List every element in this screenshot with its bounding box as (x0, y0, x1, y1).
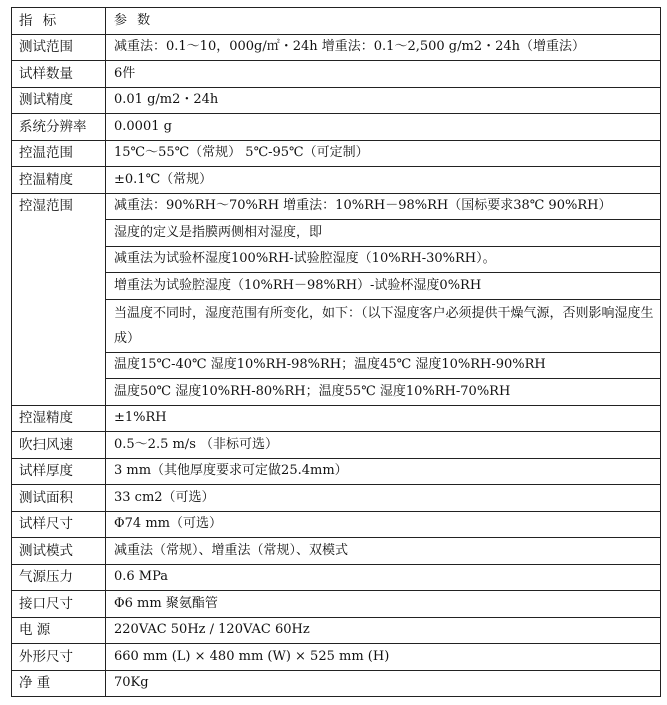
row-value: 0.6 MPa (106, 564, 661, 591)
table-row (12, 670, 661, 697)
row-name: 控湿精度 (12, 405, 106, 432)
table-row (12, 379, 661, 406)
table-row (12, 432, 661, 459)
table-row (12, 34, 661, 61)
table-row (12, 220, 661, 247)
row-name: 控温精度 (12, 167, 106, 194)
table-row (12, 167, 661, 194)
row-name: 净 重 (12, 670, 106, 697)
table-row (12, 458, 661, 485)
row-value: 6件 (106, 61, 661, 88)
row-value: ±0.1℃（常规） (106, 167, 661, 194)
row-value: 0.5～2.5 m/s （非标可选） (106, 432, 661, 459)
row-value: Φ6 mm 聚氨酯管 (106, 591, 661, 618)
row-name: 气源压力 (12, 564, 106, 591)
humidity-line: 湿度的定义是指膜两侧相对湿度，即 (106, 220, 661, 247)
table-row (12, 538, 661, 565)
table-row (12, 564, 661, 591)
row-value: 220VAC 50Hz / 120VAC 60Hz (106, 617, 661, 644)
row-value: 70Kg (106, 670, 661, 697)
table-row (12, 591, 661, 618)
table-row (12, 114, 661, 141)
humidity-line: 减重法：90%RH～70%RH 增重法：10%RH－98%RH（国标要求38℃ 90%RH） (106, 193, 661, 220)
humidity-line: 增重法为试验腔湿度（10%RH－98%RH）-试验杯湿度0%RH (106, 273, 661, 300)
table-row (12, 511, 661, 538)
row-name: 测试模式 (12, 538, 106, 565)
table-row (12, 61, 661, 88)
row-name: 测试面积 (12, 485, 106, 512)
table-row (12, 273, 661, 300)
table-row (12, 299, 661, 352)
row-name: 试样尺寸 (12, 511, 106, 538)
row-value: 0.01 g/m2・24h (106, 87, 661, 114)
header-parameter: 参 数 (106, 8, 661, 35)
humidity-line: 温度50℃ 湿度10%RH-80%RH；温度55℃ 湿度10%RH-70%RH (106, 379, 661, 406)
table-row (12, 405, 661, 432)
row-name: 系统分辨率 (12, 114, 106, 141)
row-name: 测试范围 (12, 34, 106, 61)
row-name: 测试精度 (12, 87, 106, 114)
table-row (12, 193, 661, 220)
table-row (12, 140, 661, 167)
table-row (12, 617, 661, 644)
row-name: 试样数量 (12, 61, 106, 88)
row-value: 15℃～55℃（常规） 5℃-95℃（可定制） (106, 140, 661, 167)
humidity-line: 减重法为试验杯湿度100%RH-试验腔湿度（10%RH-30%RH）。 (106, 246, 661, 273)
table-row (12, 352, 661, 379)
row-name: 电 源 (12, 617, 106, 644)
row-name: 控温范围 (12, 140, 106, 167)
humidity-line: 温度15℃-40℃ 湿度10%RH-98%RH；温度45℃ 湿度10%RH-90%RH (106, 352, 661, 379)
row-name: 控湿范围 (12, 193, 106, 405)
row-value: 660 mm (L) × 480 mm (W) × 525 mm (H) (106, 644, 661, 671)
row-value: 0.0001 g (106, 114, 661, 141)
row-value: 减重法（常规）、增重法（常规）、双模式 (106, 538, 661, 565)
row-value: ±1%RH (106, 405, 661, 432)
table-row (12, 246, 661, 273)
row-name: 试样厚度 (12, 458, 106, 485)
row-value: 3 mm（其他厚度要求可定做25.4mm） (106, 458, 661, 485)
humidity-line: 当温度不同时，湿度范围有所变化，如下：（以下湿度客户必须提供干燥气源，否则影响湿度生成） (106, 299, 661, 352)
header-indicator: 指 标 (12, 8, 106, 35)
row-value: 减重法：0.1～10，000g/㎡・24h 增重法：0.1～2,500 g/m2・24h（增重法） (106, 34, 661, 61)
spec-table (11, 7, 661, 697)
table-row (12, 644, 661, 671)
row-name: 外形尺寸 (12, 644, 106, 671)
row-value: Φ74 mm（可选） (106, 511, 661, 538)
row-name: 接口尺寸 (12, 591, 106, 618)
table-header-row (12, 8, 661, 35)
row-value: 33 cm2（可选） (106, 485, 661, 512)
table-row (12, 485, 661, 512)
row-name: 吹扫风速 (12, 432, 106, 459)
table-row (12, 87, 661, 114)
